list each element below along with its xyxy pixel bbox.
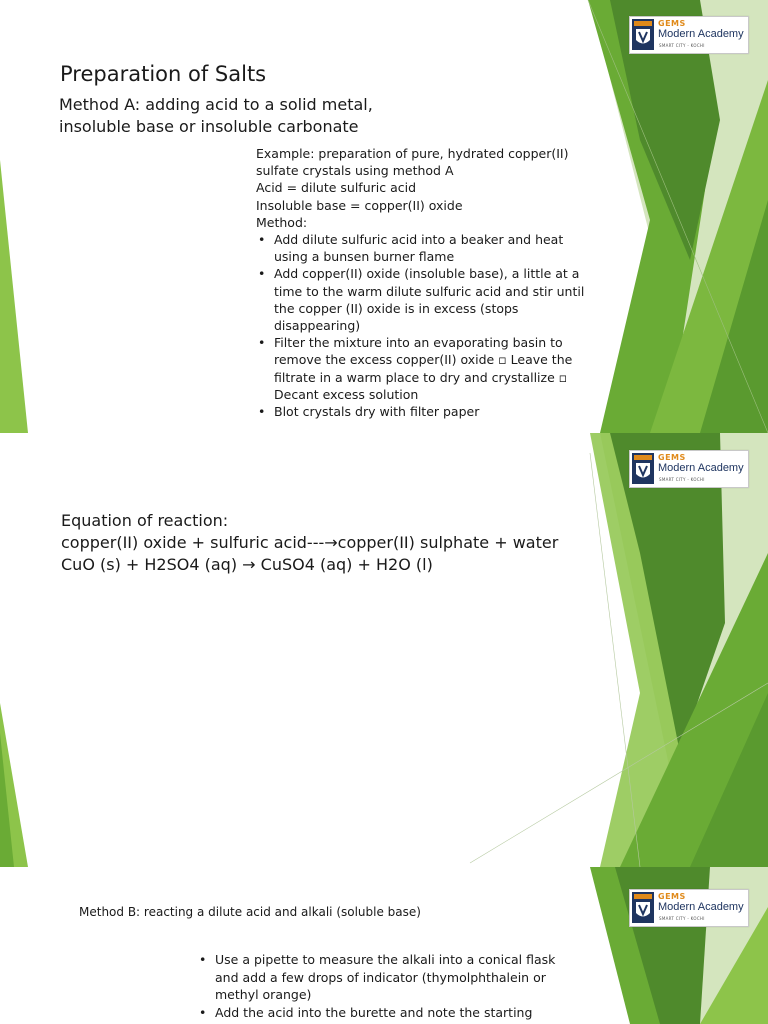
method-b-steps bbox=[197, 951, 557, 1021]
step-item: • Add copper(II) oxide (insoluble base), a little at a time to the warm dilute sulfuric acid and stir until the copper (II) oxide is in excess (stops disappearing) bbox=[256, 265, 596, 334]
crest-icon bbox=[632, 19, 654, 50]
crest-icon bbox=[632, 453, 654, 484]
school-logo bbox=[629, 450, 749, 488]
green-decoration-right bbox=[0, 433, 768, 867]
logo-sub: SMART CITY - KOCHI bbox=[659, 916, 705, 921]
intro-line: sulfate crystals using method A bbox=[256, 163, 454, 179]
logo-sub: SMART CITY - KOCHI bbox=[659, 43, 705, 48]
intro-line: Acid = dilute sulfuric acid bbox=[256, 180, 417, 196]
step-item: • Filter the mixture into an evaporating basin to remove the excess copper(II) oxide ▫ Leave the filtrate in a warm place to dry and crystallize ▫ Decant excess solution bbox=[256, 334, 596, 403]
method-b-body bbox=[197, 951, 557, 1021]
slide-title: Preparation of Salts bbox=[60, 62, 267, 86]
logo-brand: GEMS bbox=[658, 892, 686, 901]
intro-line: Insoluble base = copper(II) oxide bbox=[256, 197, 463, 213]
word-equation: copper(II) oxide + sulfuric acid---→copper(II) sulphate + water bbox=[61, 533, 559, 552]
slide-2 bbox=[0, 433, 768, 867]
school-logo bbox=[629, 889, 749, 927]
step-item: • Add the acid into the burette and note the starting bbox=[197, 1004, 557, 1022]
slide-subtitle bbox=[59, 94, 439, 138]
logo-name: Modern Academy bbox=[658, 462, 744, 474]
logo-name: Modern Academy bbox=[658, 901, 744, 913]
equation-heading: Equation of reaction: bbox=[61, 511, 229, 530]
step-item: • Blot crystals dry with filter paper bbox=[256, 403, 596, 420]
symbol-equation: CuO (s) + H2SO4 (aq) → CuSO4 (aq) + H2O (l) bbox=[61, 555, 433, 574]
logo-brand: GEMS bbox=[658, 19, 686, 28]
school-logo bbox=[629, 16, 749, 54]
intro-line: Example: preparation of pure, hydrated copper(II) bbox=[256, 146, 569, 161]
subtitle-line-2: insoluble base or insoluble carbonate bbox=[59, 117, 359, 136]
subtitle-line-1: Method A: adding acid to a solid metal, bbox=[59, 95, 373, 114]
intro-line: Method: bbox=[256, 214, 308, 230]
logo-name: Modern Academy bbox=[658, 28, 744, 40]
logo-brand: GEMS bbox=[658, 453, 686, 462]
method-b-heading: Method B: reacting a dilute acid and alkali (soluble base) bbox=[79, 905, 421, 919]
step-item: • Add dilute sulfuric acid into a beaker and heat using a bunsen burner flame bbox=[256, 231, 596, 265]
method-a-steps bbox=[256, 231, 596, 420]
method-a-body bbox=[256, 145, 596, 420]
step-item: • Use a pipette to measure the alkali into a conical flask and add a few drops of indicator (thymolphthalein or methyl orange) bbox=[197, 951, 557, 1004]
logo-sub: SMART CITY - KOCHI bbox=[659, 477, 705, 482]
slide-1 bbox=[0, 0, 768, 433]
crest-icon bbox=[632, 892, 654, 923]
equation-block bbox=[61, 510, 681, 576]
slide-3 bbox=[0, 867, 768, 1024]
